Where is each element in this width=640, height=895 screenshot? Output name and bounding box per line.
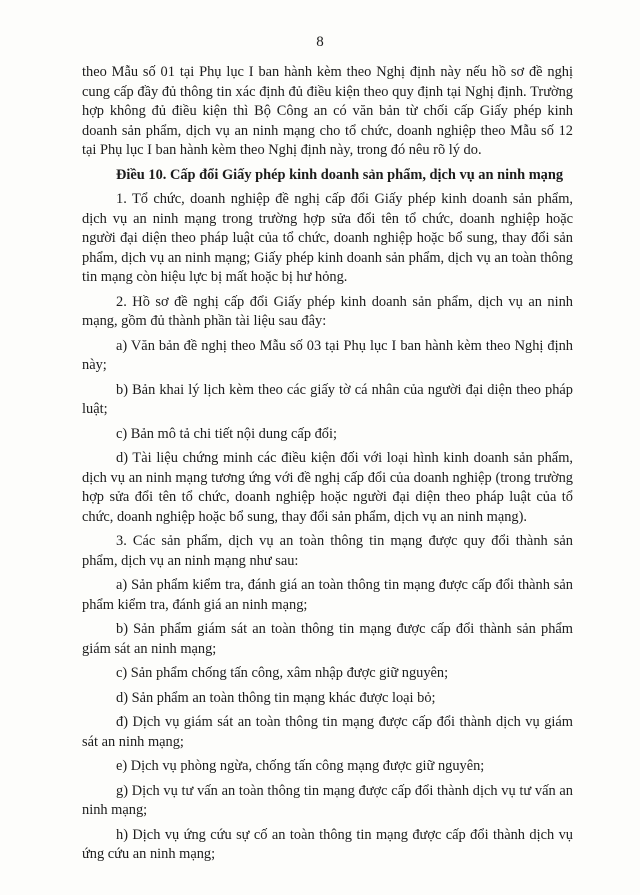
clause-3-item-d: d) Sản phẩm an toàn thông tin mạng khác được loại bỏ;	[116, 689, 436, 706]
document-body	[82, 63, 573, 870]
clause-3: 3. Các sản phẩm, dịch vụ an toàn thông tin mạng được quy đổi thành sản phẩm, dịch vụ an ninh mạng như sau:	[82, 533, 573, 569]
article-heading: Điều 10. Cấp đổi Giấy phép kinh doanh sản phẩm, dịch vụ an ninh mạng	[116, 166, 564, 183]
clause-3-item-g: g) Dịch vụ tư vấn an toàn thông tin mạng được cấp đổi thành dịch vụ tư vấn an ninh mạng;	[82, 782, 573, 818]
clause-3-item-b: b) Sản phẩm giám sát an toàn thông tin mạng được cấp đổi thành sản phẩm giám sát an ninh mạng;	[82, 621, 573, 657]
clause-3-item-dd: đ) Dịch vụ giám sát an toàn thông tin mạng được cấp đổi thành dịch vụ giám sát an ninh mạng;	[82, 714, 573, 750]
clause-2-item-b: b) Bản khai lý lịch kèm theo các giấy tờ cá nhân của người đại diện theo pháp luật;	[82, 381, 573, 417]
page-number: 8	[316, 34, 324, 50]
clause-2: 2. Hồ sơ đề nghị cấp đổi Giấy phép kinh doanh sản phẩm, dịch vụ an ninh mạng, gồm đủ thành phần tài liệu sau đây:	[82, 293, 573, 329]
paragraph-continuation: theo Mẫu số 01 tại Phụ lục I ban hành kèm theo Nghị định này nếu hồ sơ đề nghị cung cấp đầy đủ thông tin xác định đủ điều kiện theo quy định tại Nghị định. Trường hợp không đủ điều kiện thì Bộ Công an có văn bản từ chối cấp Giấy phép kinh doanh sản phẩm, dịch vụ an ninh mạng cho tổ chức, doanh nghiệp theo Mẫu số 12 tại Phụ lục I ban hành kèm theo Nghị định này, trong đó nêu rõ lý do.	[82, 64, 573, 158]
clause-2-item-d: d) Tài liệu chứng minh các điều kiện đối với loại hình kinh doanh sản phẩm, dịch vụ an ninh mạng tương ứng với đề nghị cấp đổi của doanh nghiệp (trong trường hợp sửa đổi tên tổ chức, doanh nghiệp hoặc người đại diện theo pháp luật của tổ chức, doanh nghiệp hoặc bổ sung, thay đổi sản phẩm, dịch vụ an ninh mạng).	[82, 450, 573, 525]
clause-3-item-e: e) Dịch vụ phòng ngừa, chống tấn công mạng được giữ nguyên;	[116, 758, 485, 774]
clause-3-item-a: a) Sản phẩm kiểm tra, đánh giá an toàn thông tin mạng được cấp đổi thành sản phẩm kiểm tra, đánh giá an ninh mạng;	[82, 577, 573, 613]
clause-1: 1. Tổ chức, doanh nghiệp đề nghị cấp đổi Giấy phép kinh doanh sản phẩm, dịch vụ an ninh mạng trong trường hợp sửa đổi tên tổ chức, doanh nghiệp hoặc người đại diện theo pháp luật của tổ chức, doanh nghiệp hoặc bổ sung, thay đổi sản phẩm, dịch vụ an ninh mạng; Giấy phép kinh doanh sản phẩm, dịch vụ an toàn thông tin mạng còn hiệu lực bị mất hoặc bị hư hỏng.	[82, 191, 573, 285]
clause-2-item-a: a) Văn bản đề nghị theo Mẫu số 03 tại Phụ lục I ban hành kèm theo Nghị định này;	[82, 337, 573, 373]
clause-2-item-c: c) Bản mô tả chi tiết nội dung cấp đổi;	[116, 425, 338, 442]
clause-3-item-h: h) Dịch vụ ứng cứu sự cố an toàn thông tin mạng được cấp đổi thành dịch vụ ứng cứu an ninh mạng;	[82, 826, 573, 862]
clause-3-item-c: c) Sản phẩm chống tấn công, xâm nhập được giữ nguyên;	[116, 665, 449, 681]
